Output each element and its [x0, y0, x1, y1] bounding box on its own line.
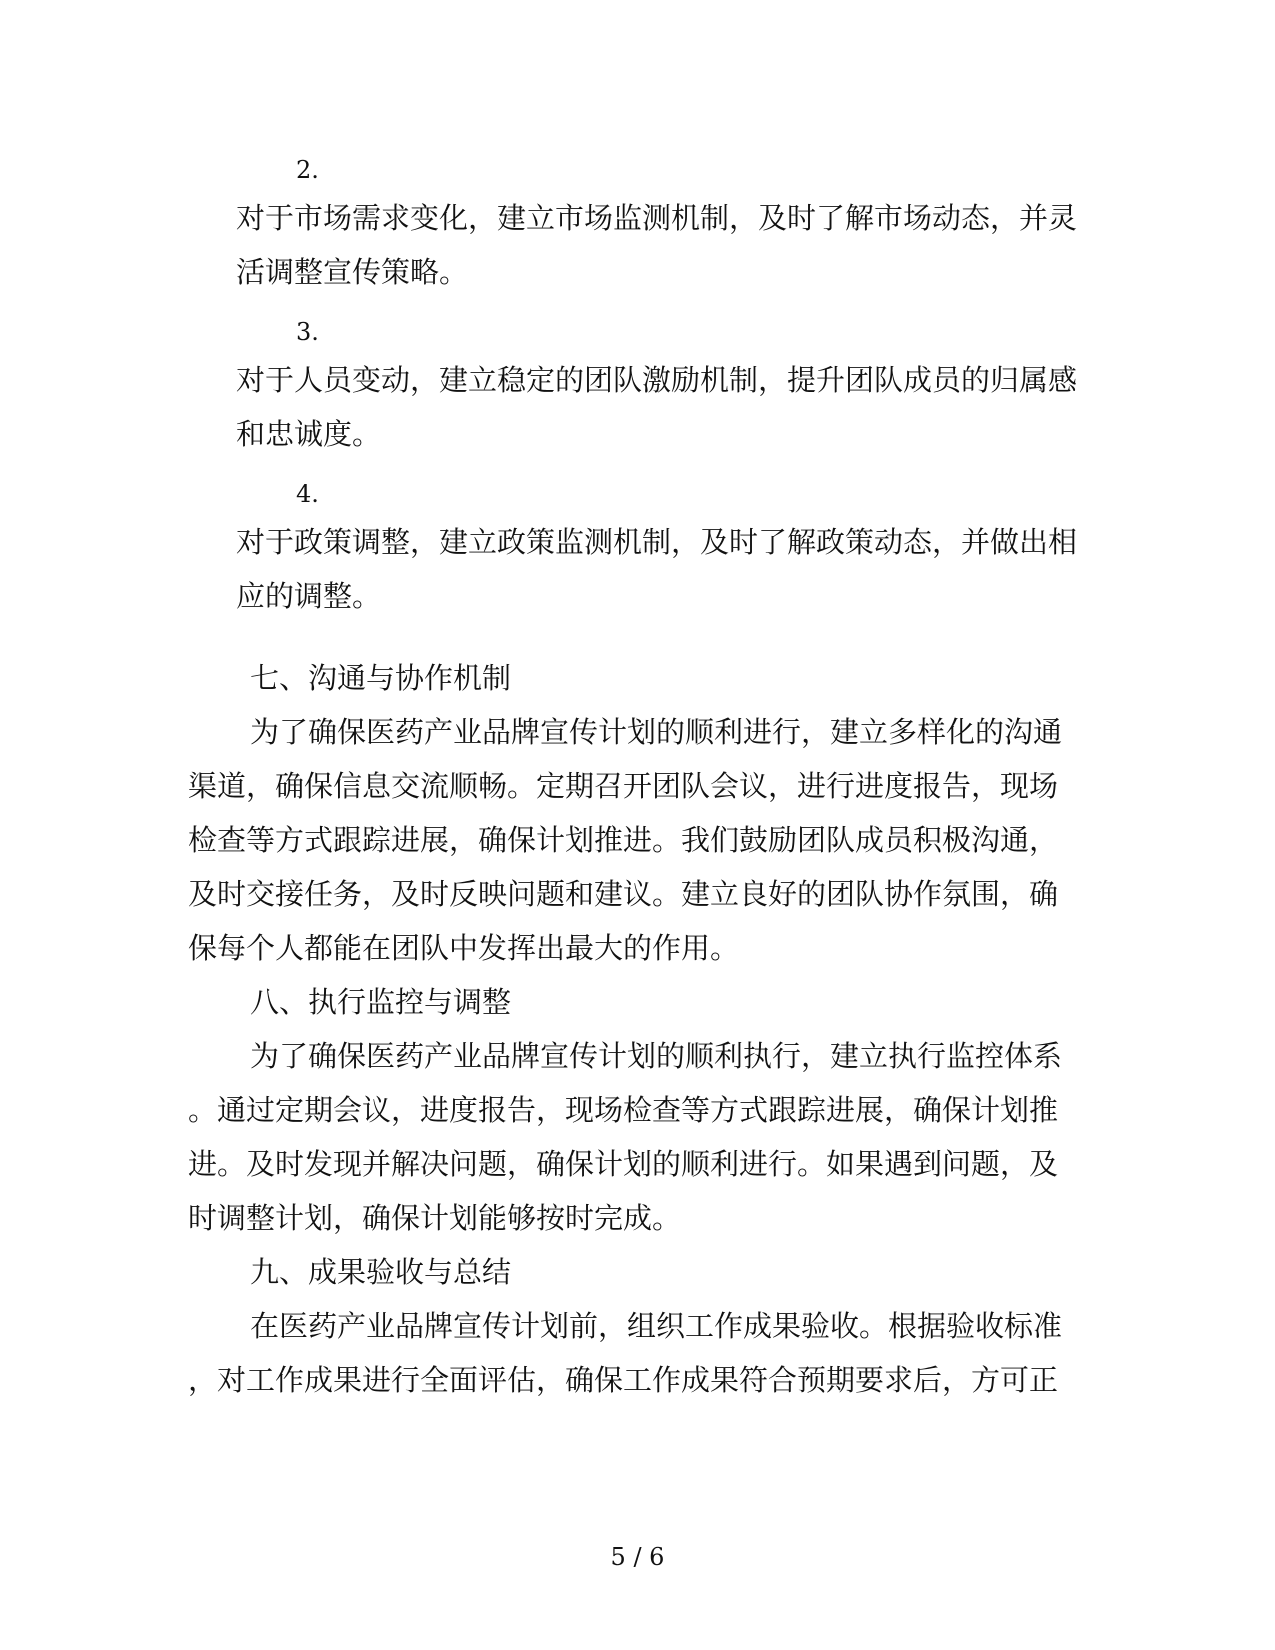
section-heading: 八、执行监控与调整 [250, 985, 512, 1019]
paragraph-line: 渠道，确保信息交流顺畅。定期召开团队会议，进行进度报告，现场 [188, 769, 1059, 803]
list-item-line: 和忠诚度。 [236, 417, 382, 451]
section-heading: 九、成果验收与总结 [250, 1255, 512, 1289]
paragraph-line: 及时交接任务，及时反映问题和建议。建立良好的团队协作氛围，确 [188, 877, 1059, 911]
list-item-line: 对于政策调整，建立政策监测机制，及时了解政策动态，并做出相 [236, 525, 1078, 559]
list-number: 4. [296, 480, 319, 508]
list-item-line: 对于人员变动，建立稳定的团队激励机制，提升团队成员的归属感 [236, 363, 1078, 397]
paragraph-line: 时调整计划，确保计划能够按时完成。 [188, 1201, 682, 1235]
list-item-line: 应的调整。 [236, 579, 382, 613]
paragraph-line: 检查等方式跟踪进展，确保计划推进。我们鼓励团队成员积极沟通， [188, 823, 1059, 857]
paragraph-line: 保每个人都能在团队中发挥出最大的作用。 [188, 931, 740, 965]
list-item-line: 活调整宣传策略。 [236, 255, 469, 289]
paragraph-line: 为了确保医药产业品牌宣传计划的顺利执行，建立执行监控体系 [250, 1039, 1063, 1073]
paragraph-line: 在医药产业品牌宣传计划前，组织工作成果验收。根据验收标准 [250, 1309, 1063, 1343]
list-item-line: 对于市场需求变化，建立市场监测机制，及时了解市场动态，并灵 [236, 201, 1078, 235]
paragraph-line: 进。及时发现并解决问题，确保计划的顺利进行。如果遇到问题，及 [188, 1147, 1059, 1181]
list-number: 2. [296, 156, 319, 184]
paragraph-line: ，对工作成果进行全面评估，确保工作成果符合预期要求后，方可正 [188, 1363, 1059, 1397]
page-number: 5 / 6 [610, 1543, 665, 1571]
list-number: 3. [296, 318, 319, 346]
section-heading: 七、沟通与协作机制 [250, 661, 512, 695]
paragraph-line: 为了确保医药产业品牌宣传计划的顺利进行，建立多样化的沟通 [250, 715, 1063, 749]
paragraph-line: 。通过定期会议，进度报告，现场检查等方式跟踪进展，确保计划推 [188, 1093, 1059, 1127]
